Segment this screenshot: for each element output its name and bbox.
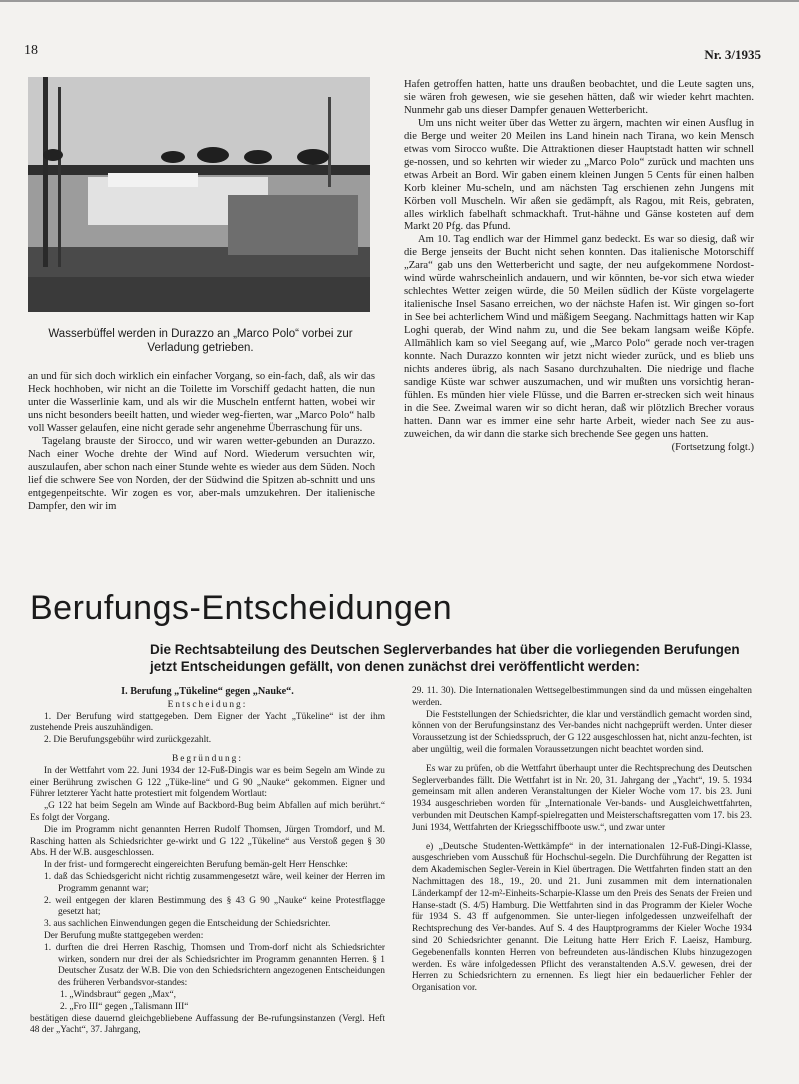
continued-note: (Fortsetzung folgt.)	[671, 441, 754, 453]
reason-paragraph: Die Feststellungen der Schiedsrichter, die klar und verständlich gemacht worden sind, können von der Berufungsinstanz des Ver-bandes nicht nachgeprüft werden. Unter dieser Voraussetzung ist der Schiedsspruch, der G 122 ausgeschlossen hat, nicht anzu-fechten, ist aber ungültig, weil die formalen Voraussetzungen nicht beachtet worden sind.	[412, 709, 752, 755]
reason-paragraph: Es war zu prüfen, ob die Wettfahrt überhaupt unter die Rechtsprechung des Deutschen Seglerverbandes fällt. Die Wettfahrt ist in Nr. 20, 31. Jahrgang der „Yacht“, 19. 5. 1934 gemeinsam mit allen anderen Veranstaltungen der Kieler Woche vom 17. bis 23. Juni 1934 ausgeschrieben worden für „Internationale Ver-bands- und Ausgleichwettfahrten, verbunden mit Deutschen Kampf-spielregatten und Meisterschaftsregatten vom 17. bis 23. Juni 1934, Wettfahrten der Kriegsschiffboote usw.“, und zwar unter	[412, 763, 752, 833]
granted-intro: Der Berufung mußte stattgegeben werden:	[44, 930, 204, 941]
issue-number: Nr. 3/1935	[704, 47, 761, 62]
page-number: 18	[24, 43, 38, 58]
reason-paragraph: In der frist- und formgerecht eingereichten Berufung bemän-gelt Herr Henschke:	[44, 860, 348, 871]
harbor-photo-drawing	[28, 77, 370, 312]
section-title: Berufungs-Entscheidungen	[30, 589, 453, 627]
case-right-column	[412, 686, 752, 995]
article-right-column	[404, 79, 754, 455]
complaint-item: 3. aus sachlichen Einwendungen gegen die Entscheidung der Schiedsrichter.	[44, 919, 331, 930]
reason-paragraph: Die im Programm nicht genannten Herren Rudolf Thomsen, Jürgen Tromdorf, und M. Rasching hatten als Schiedsrichter ge-wirkt und G 122 „Tükeline“ aus Verstoß gegen § 30 Abs. H der W.B. ausgeschlossen.	[30, 824, 385, 859]
decision-item: 1. Der Berufung wird stattgegeben. Dem Eigner der Yacht „Tükeline“ ist der ihm zustehende Preis auszuhändigen.	[30, 711, 385, 734]
top-rule	[0, 0, 799, 2]
reason-label: Begründung:	[172, 753, 243, 764]
granted-item: 1. durften die drei Herren Raschig, Thomsen und Trom-dorf nicht als Schiedsrichter wirken, sondern nur drei der als Schiedsrichter im Programm genannten Herren. § 1 Deutscher Zusatz der W.B. Die von den Schiedsrichtern angezogenen Entscheidungen des früheren Verbandsvor-standes:	[44, 942, 385, 989]
precedent-item: 2. „Fro III“ gegen „Talismann III“	[60, 1001, 189, 1012]
reason-paragraph: In der Wettfahrt vom 22. Juni 1934 der 12-Fuß-Dingis war es beim Segeln am Winde zu einer Berührung zwischen G 122 „Tüke-line“ und G 90 „Nauke“ gekommen. Eigner und Führer letzterer Yacht hatte protestiert mit folgendem Wortlaut:	[30, 765, 385, 800]
harbor-photo	[28, 77, 370, 312]
photo-caption: Wasserbüffel werden in Durazzo an „Marco Polo“ vorbei zur Verladung getrieben.	[48, 328, 353, 354]
article-paragraph: Um uns nicht weiter über das Wetter zu ärgern, machten wir einen Ausflug in die Berge und weiter 20 Meilen ins Land hinein nach Tirana, wo kein Mensch etwas vom Sirocco wußte. Die Attraktionen dieser Hauptstadt hatten wir schnell ge-nossen, und so kehrten wir wieder zu „Marco Polo“ zurück und machten uns etwas Arbeit an Bord. Wir gaben einem kleinen Jungen 5 Cents für einen halben Korb kleiner Mu-scheln, und am nächsten Tag erschienen zehn Jungens mit Körben voll Muscheln. Wir aßen sie gedämpft, als Ragou, mit Reis, gebraten, alles wirklich fabelhaft schmackhaft. Trut-hähne und Gänse kosteten auf dem Markt 20 Pfg. das Pfund.	[404, 117, 754, 233]
article-left-column	[28, 371, 375, 513]
article-paragraph: an und für sich doch wirklich ein einfacher Vorgang, so ein-fach, daß, als wir das Heck hochhoben, wir nicht an die Toilette im Vorschiff gedacht hatten, die nun unter die Wasserlinie kam, und als wir die Muscheln entfernt hatten, wobei wir uns nicht besonders beeilt hatten, und wieder weg-fierten, war „Marco Polo“ halb voll Wasser gelaufen, eine nicht gerade sehr angenehme Überraschung für uns.	[28, 371, 375, 434]
complaint-item: 1. daß das Schiedsgericht nicht richtig zusammengesetzt wäre, weil keiner der Herren im Programm genannt war;	[44, 871, 385, 894]
case-left-column	[30, 686, 385, 1037]
article-paragraph: Am 10. Tag endlich war der Himmel ganz bedeckt. Es war so diesig, daß wir die Berge jenseits der Bucht nicht sehen konnten. Das italienische Motorschiff „Zara“ gab uns den Wetterbericht und sagte, der neu aufgekommene Nordost-wind würde wahrscheinlich andauern, und wir könnten, be-vor sich etwa wieder schlechtes Wetter zeigen würde, die 50 Meilen südlich der Küste vorgelagerte italienische Insel Sasano erreichen, wo der nächste Hafen ist. Wir gingen so-fort in See bei achterlichem Wind und mäßigem Seegang. Nachmittags hatten wir Kap Loghi querab, der Wind nahm zu, und die See bekam langsam weiße Köpfe. Allmählich kam so viel Seegang auf, wie „Marco Polo“ gerade noch ver-tragen konnte. Nach Durazzo konnten wir jetzt nicht wieder zurück, und es blieb uns nichts anderes übrig, als nach Sasano durchzuhalten. Die niedrige und flache sandige Küste war schwer auszumachen, und wir mußten uns vorsichtig heran-fühlen. Es münden hier viele Flüsse, und die Barren er-strecken sich weit hinaus in die See. Zweimal waren wir so dicht heran, daß wir plötzlich Brecher voraus hatten. Dann war es immer eine sehr harte Arbeit, wieder nach See zu aus-zuweichen, da wir dann die starke sich brechende See gegen uns hatten.	[404, 234, 754, 440]
precedent-item: 1. „Windsbraut“ gegen „Max“,	[60, 989, 176, 1000]
complaint-item: 2. weil entgegen der klaren Bestimmung des § 43 G 90 „Nauke“ keine Protestflagge gesetzt hat;	[44, 895, 385, 918]
article-paragraph: Hafen getroffen hatten, hatte uns draußen beobachtet, und die Leute sagten uns, sie wären froh gewesen, wie sie gesehen hätten, daß wir wieder kehrt machten. Nunmehr gab uns dieser Dampfer genauen Wetterbericht.	[404, 79, 754, 116]
reason-paragraph: bestätigen diese dauernd gleichgebliebene Auffassung der Be-rufungsinstanzen (Vergl. Heft 48 der „Yacht“, 37. Jahrgang,	[30, 1013, 385, 1036]
decision-label: Entscheidung:	[167, 699, 248, 710]
case-heading: I. Berufung „Tükeline“ gegen „Nauke“.	[121, 686, 294, 697]
section-intro: Die Rechtsabteilung des Deutschen Seglerverbandes hat über die vorliegenden Berufungen jetzt Entscheidungen gefällt, von denen zunächst drei veröffentlicht werden:	[150, 642, 740, 674]
reason-paragraph: „G 122 hat beim Segeln am Winde auf Backbord-Bug beim Abfallen auf mich berührt.“ Es folgt der Vorgang.	[30, 801, 385, 823]
decision-item: 2. Die Berufungsgebühr wird zurückgezahlt.	[44, 735, 212, 746]
reason-paragraph: 29. 11. 30). Die Internationalen Wettsegelbestimmungen sind da und müssen eingehalten werden.	[412, 686, 752, 708]
reason-paragraph: e) „Deutsche Studenten-Wettkämpfe“ in der internationalen 12-Fuß-Dingi-Klasse, ausgeschrieben vom Ausschuß für Hochschul-segeln. Die Durchführung der Regatten ist dem Akademischen Segler-Verein in Kiel übertragen. Die Wettfahrten finden statt an den Nachmittagen des 18., 19., 20. und 21. Juni zusammen mit dem internationalen Länderkampf der 12-m²-Einheits-Scharpie-Klasse um den Preis des Senats der Freien und Hanse-stadt (S. 4/5) Hamburg. Die Wettfahrten sind in das Programm der Kieler Woche für 1934 S. 43 ff aufgenommen. Sie unter-liegen infolgedessen unzweifelhaft der Rechtsprechung des Ver-bandes. Auf S. 4 des Hauptprogramms der Kieler Woche 1934 sind 20 Schiedsrichter genannt. Die Leitung hatte Herr Erich F. Laeisz, Hamburg. Gegebenenfalls konnten Herren von befreundeten aus-ländischen Klubs hinzugezogen werden. Es wäre infolgedessen Pflicht des veranstaltenden A.S.V. gewesen, drei der Herren zu Schiedsrichtern zu ernennen. Es liegt hier ein bedauerlicher Fehler der Organisation vor.	[412, 841, 752, 994]
article-paragraph: Tagelang brauste der Sirocco, und wir waren wetter-gebunden an Durazzo. Nach einer Woche drehte der Wind auf Nord. Wiederum versuchten wir, auszulaufen, aber schon nach einer Stunde wehte es wieder aus dem Süden. Noch lief die schwere See von Norden, der der Südwind die Spitzen ab-schnitt und uns entgegenpeitschte. Wir zogen es vor, aber-mals umzukehren. Der italienische Dampfer, den wir im	[28, 435, 375, 512]
